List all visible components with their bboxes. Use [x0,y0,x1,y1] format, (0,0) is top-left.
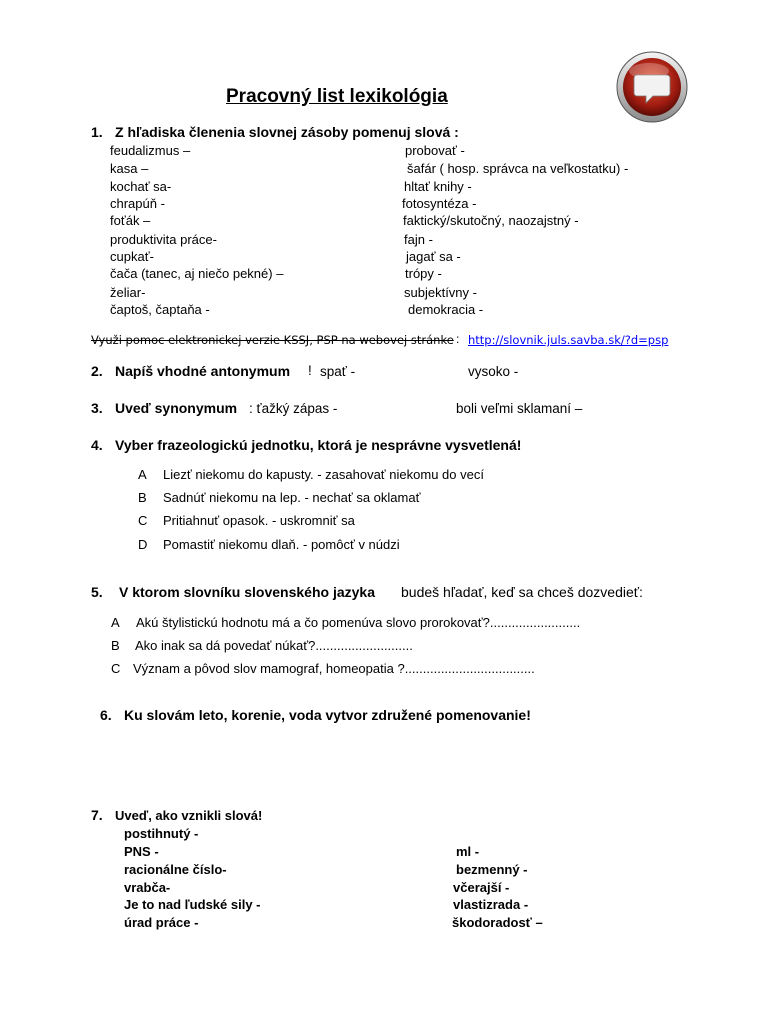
dictionary-link[interactable]: http://slovnik.juls.savba.sk/?d=psp [468,333,669,347]
q5-heading-rest: budeš hľadať, keď sa chceš dozvedieť: [401,584,643,600]
q7-left-item: úrad práce - [124,915,199,930]
q1-right-item: šafár ( hosp. správca na veľkostatku) - [407,161,629,176]
q1-right-item: trópy - [405,266,442,281]
q5-option-text: Ako inak sa dá povedať núkať?........................... [135,638,413,653]
q3-word-b: boli veľmi sklamaní – [456,401,583,416]
q7-left-item: Je to nad ľudské sily - [124,897,261,912]
q4-heading: Vyber frazeologickú jednotku, ktorá je nesprávne vysvetlená! [115,437,522,453]
q1-right-item: hltať knihy - [404,179,472,194]
q5-option-letter: B [111,638,120,653]
q1-heading: Z hľadiska členenia slovnej zásoby pomenuj slová : [115,124,459,140]
q2-number: 2. [91,363,103,379]
q1-number: 1. [91,124,103,140]
q7-left-item: PNS - [124,844,159,859]
dictionary-note: Využi pomoc elektronickej verzie KSSJ, PSP na webovej stránke [91,333,454,347]
q7-right-item: ml - [456,844,480,859]
q1-right-item: fajn - [404,232,433,247]
q4-option-text: Pomastiť niekomu dlaň. - pomôcť v núdzi [163,537,400,552]
q7-left-item: racionálne číslo- [124,862,227,877]
q5-option-text: Akú štylistickú hodnotu má a čo pomenúva slovo prorokovať?......................... [136,615,581,630]
q1-left-item: cupkať- [110,249,154,264]
q4-option-letter: B [138,490,147,505]
q4-option-letter: C [138,513,148,528]
q1-right-item: subjektívny - [404,285,477,300]
q1-left-item: feudalizmus – [110,143,191,158]
q2-word-b: vysoko - [468,364,519,379]
q1-right-item: demokracia - [408,302,484,317]
q1-left-item: kasa – [110,161,149,176]
q4-option-letter: D [138,537,148,552]
q1-right-item: jagať sa - [406,249,461,264]
q6-number: 6. [100,707,112,723]
q1-left-item: čaptoš, čaptaňa - [110,302,210,317]
q1-left-item: čača (tanec, aj niečo pekné) – [110,266,284,281]
q5-option-text: Význam a pôvod slov mamograf, homeopatia ?.................................... [133,661,535,676]
q7-left-item: postihnutý - [124,826,199,841]
q1-right-item: probovať - [405,143,465,158]
q1-left-item: foťák – [110,213,151,228]
q6-heading: Ku slovám leto, korenie, voda vytvor združené pomenovanie! [124,707,531,723]
page-title: Pracovný list lexikológia [226,86,448,107]
q5-heading: V ktorom slovníku slovenského jazyka [119,584,375,600]
q3-number: 3. [91,400,103,416]
q7-right-item: včerajší - [453,880,510,895]
q1-right-item: fotosyntéza - [402,196,477,211]
q1-right-item: faktický/skutočný, naozajstný - [403,213,579,228]
dictionary-note-colon: : [456,332,460,346]
q1-left-item: želiar- [110,285,146,300]
q2-heading: Napíš vhodné antonymum [115,363,291,379]
q7-left-item: vrabča- [124,880,171,895]
q4-option-text: Pritiahnuť opasok. - uskromniť sa [163,513,355,528]
q7-number: 7. [91,807,103,823]
q5-number: 5. [91,584,103,600]
speech-bubble-logo-icon [616,51,688,123]
q2-exclamation: ! [308,363,312,378]
q5-option-letter: C [111,661,121,676]
q3-word-a: : ťažký zápas - [249,401,338,416]
q1-left-item: produktivita práce- [110,232,217,247]
q7-right-item: bezmenný - [456,862,528,877]
q4-option-letter: A [138,467,147,482]
q4-option-text: Liezť niekomu do kapusty. - zasahovať niekomu do vecí [163,467,484,482]
q5-option-letter: A [111,615,120,630]
q1-left-item: chrapúň - [110,196,165,211]
q7-right-item: škodoradosť – [452,915,543,930]
q4-number: 4. [91,437,103,453]
q3-heading: Uveď synonymum [115,400,238,416]
q7-heading: Uveď, ako vznikli slová! [115,808,263,823]
q2-word-a: spať - [320,364,356,379]
q1-left-item: kochať sa- [110,179,172,194]
q7-right-item: vlastizrada - [453,897,529,912]
q4-option-text: Sadnúť niekomu na lep. - nechať sa oklamať [163,490,421,505]
